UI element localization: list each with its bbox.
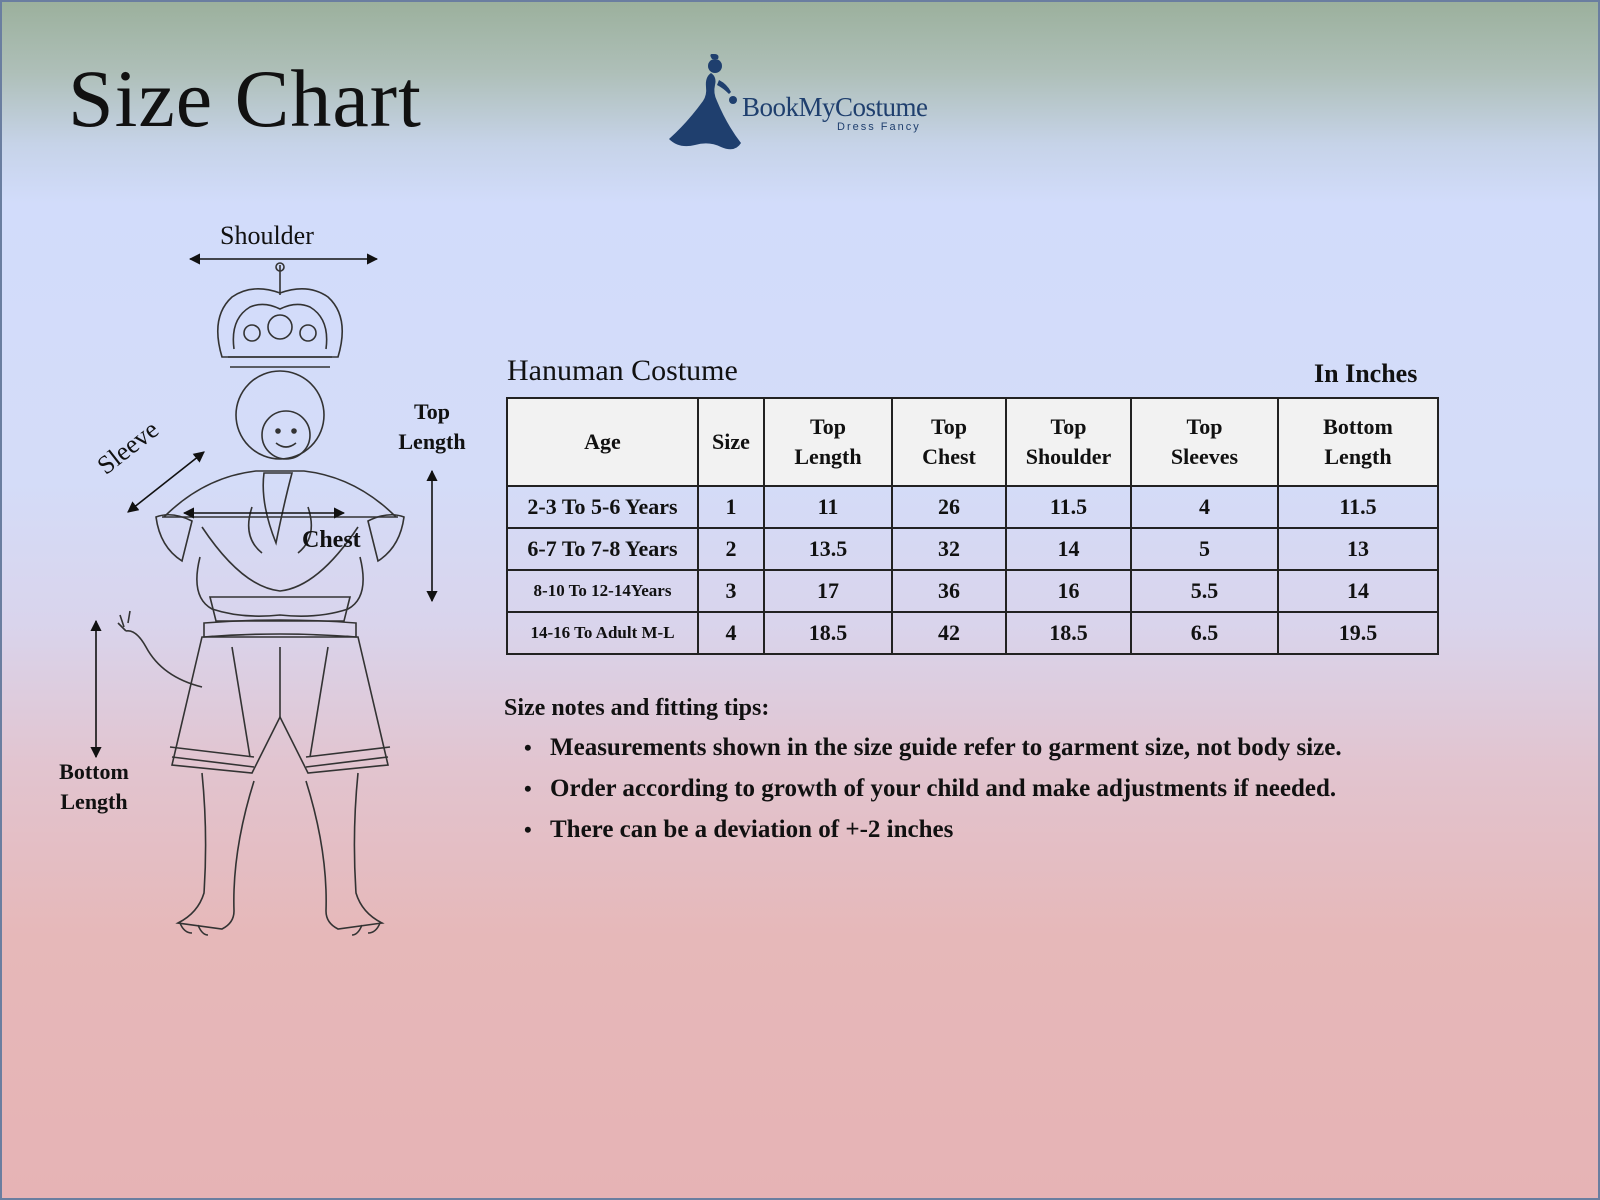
hanuman-costume-illustration	[52, 217, 492, 947]
table-row	[507, 570, 1438, 612]
cell-top-length: 11	[764, 486, 892, 528]
notes-title: Size notes and fitting tips:	[504, 695, 770, 721]
shoulder-label: Shoulder	[220, 221, 314, 250]
cell-top-sleeves: 5.5	[1131, 570, 1278, 612]
header-top-sleeves: Top Sleeves	[1131, 398, 1278, 486]
cell-top-shoulder: 11.5	[1006, 486, 1131, 528]
notes-list	[524, 729, 1342, 852]
size-table	[506, 397, 1439, 655]
cell-age: 14-16 To Adult M-L	[507, 612, 698, 654]
cell-top-sleeves: 6.5	[1131, 612, 1278, 654]
cell-age: 2-3 To 5-6 Years	[507, 486, 698, 528]
table-caption: Hanuman Costume	[507, 354, 738, 387]
list-item: • There can be a deviation of +-2 inches	[524, 811, 1342, 852]
table-unit: In Inches	[1314, 359, 1418, 388]
bottom-length-label-line2: Length	[60, 789, 128, 814]
lady-silhouette-icon	[667, 54, 747, 154]
table-header-row	[507, 398, 1438, 486]
cell-top-shoulder: 16	[1006, 570, 1131, 612]
cell-top-shoulder: 14	[1006, 528, 1131, 570]
header-bottom-length: Bottom Length	[1278, 398, 1438, 486]
list-item: • Measurements shown in the size guide refer to garment size, not body size.	[524, 729, 1342, 770]
cell-top-chest: 36	[892, 570, 1006, 612]
list-item: • Order according to growth of your child and make adjustments if needed.	[524, 770, 1342, 811]
cell-size: 3	[698, 570, 764, 612]
cell-top-length: 18.5	[764, 612, 892, 654]
cell-top-sleeves: 4	[1131, 486, 1278, 528]
page-title: Size Chart	[68, 53, 422, 144]
table-row	[507, 612, 1438, 654]
bottom-length-label	[52, 757, 136, 817]
chest-label: Chest	[302, 527, 361, 553]
cell-top-chest: 26	[892, 486, 1006, 528]
bottom-length-label-line1: Bottom	[59, 759, 129, 784]
cell-bottom-length: 14	[1278, 570, 1438, 612]
cell-age: 8-10 To 12-14Years	[507, 570, 698, 612]
top-length-label-line2: Length	[398, 429, 466, 454]
top-length-label	[392, 397, 472, 457]
header-size: Size	[698, 398, 764, 486]
header-top-shoulder: Top Shoulder	[1006, 398, 1131, 486]
table-row	[507, 528, 1438, 570]
cell-age: 6-7 To 7-8 Years	[507, 528, 698, 570]
cell-top-chest: 42	[892, 612, 1006, 654]
cell-top-shoulder: 18.5	[1006, 612, 1131, 654]
brand-name: BookMyCostume	[742, 92, 928, 122]
cell-top-length: 13.5	[764, 528, 892, 570]
table-row	[507, 486, 1438, 528]
cell-bottom-length: 13	[1278, 528, 1438, 570]
sleeve-label: Sleeve	[91, 414, 165, 481]
cell-bottom-length: 19.5	[1278, 612, 1438, 654]
header-top-chest: Top Chest	[892, 398, 1006, 486]
costume-figure	[52, 217, 492, 947]
brand-logo	[667, 54, 937, 154]
cell-top-length: 17	[764, 570, 892, 612]
top-length-label-line1: Top	[414, 399, 450, 424]
cell-bottom-length: 11.5	[1278, 486, 1438, 528]
cell-size: 2	[698, 528, 764, 570]
cell-size: 4	[698, 612, 764, 654]
cell-top-chest: 32	[892, 528, 1006, 570]
cell-top-sleeves: 5	[1131, 528, 1278, 570]
header-age: Age	[507, 398, 698, 486]
header-top-length: Top Length	[764, 398, 892, 486]
brand-tagline: Dress Fancy	[837, 121, 921, 133]
cell-size: 1	[698, 486, 764, 528]
